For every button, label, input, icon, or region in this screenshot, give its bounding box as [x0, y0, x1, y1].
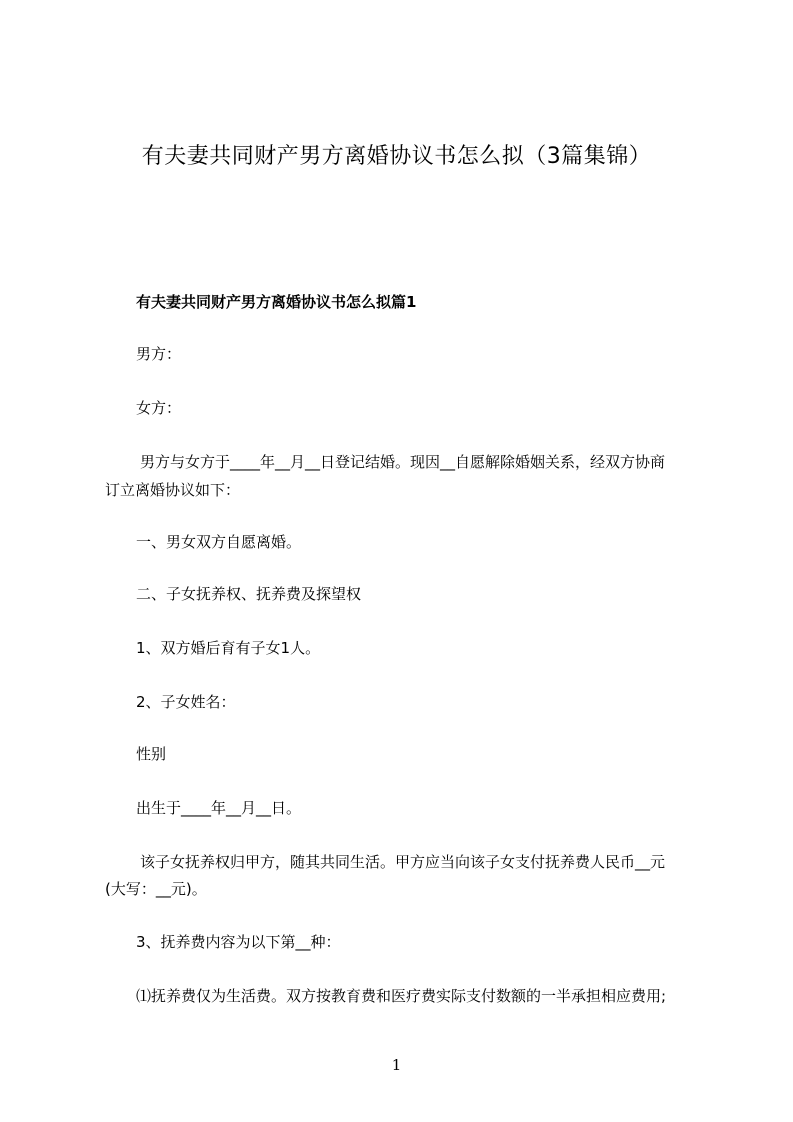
clause-1: 一、男女双方自愿离婚。	[136, 533, 302, 551]
clause-2: 二、子女抚养权、抚养费及探望权	[136, 585, 362, 603]
husband-label: 男方：	[136, 345, 182, 363]
wife-label: 女方：	[136, 399, 182, 417]
item-2: 2、子女姓名：	[136, 693, 236, 711]
intro-paragraph-line-1: 男方与女方于____年__月__日登记结婚。现因__自愿解除婚姻关系，经双方协商	[140, 453, 666, 471]
intro-paragraph-line-2: 订立离婚协议如下：	[105, 481, 241, 499]
document-title: 有夫妻共同财产男方离婚协议书怎么拟（3篇集锦）	[141, 144, 652, 169]
custody-paragraph-line-2: (大写：__元)。	[105, 880, 207, 898]
section-heading: 有夫妻共同财产男方离婚协议书怎么拟篇1	[136, 293, 417, 311]
birth-line: 出生于____年__月__日。	[136, 799, 302, 817]
item-1: 1、双方婚后育有子女1人。	[136, 639, 321, 657]
custody-paragraph-line-1: 该子女抚养权归甲方，随其共同生活。甲方应当向该子女支付抚养费人民币__元	[140, 853, 666, 871]
gender-label: 性别	[136, 745, 167, 763]
option-1: ⑴抚养费仅为生活费。双方按教育费和医疗费实际支付数额的一半承担相应费用;	[136, 987, 667, 1005]
page-number: 1	[391, 1056, 402, 1074]
item-3: 3、抚养费内容为以下第__种：	[136, 933, 341, 951]
